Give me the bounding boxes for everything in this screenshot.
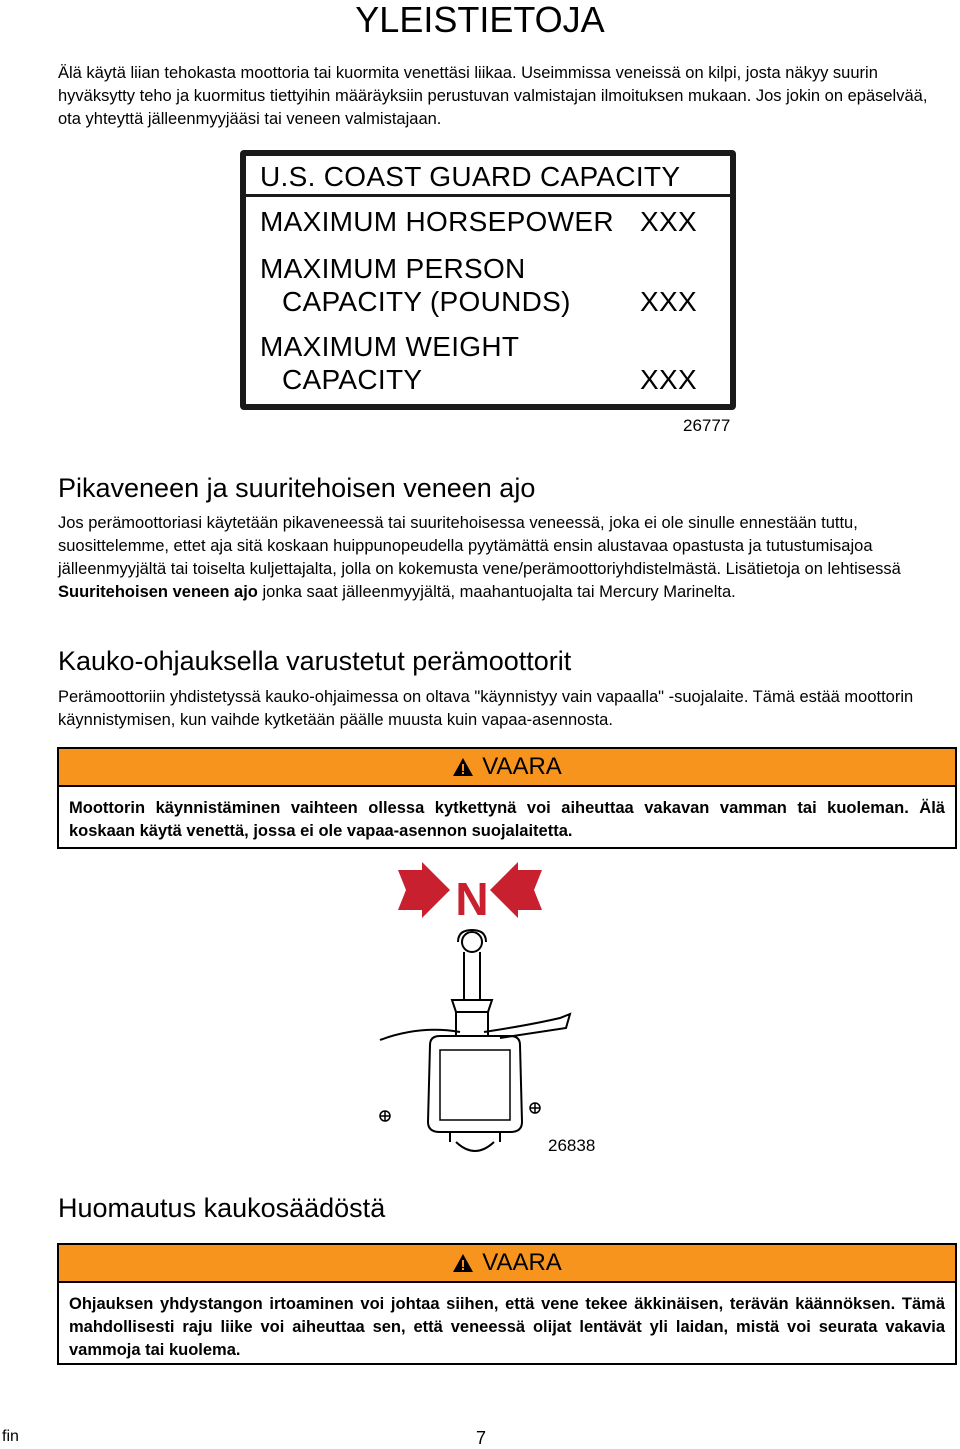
warning-label: VAARA xyxy=(482,1249,562,1276)
plate-person-label-2: CAPACITY (POUNDS) xyxy=(282,286,571,317)
speedboat-paragraph xyxy=(58,512,948,604)
footer-language: fin xyxy=(2,1428,19,1445)
neutral-letter: N xyxy=(455,873,489,925)
plate-weight-label-1: MAXIMUM WEIGHT xyxy=(260,331,520,362)
remote-control-paragraph: Perämoottoriin yhdistetyssä kauko-ohjaimessa on oltava "käynnistyy vain vapaalla" -suojalaite. Tämä estää moottorin käynnistymisen, kun vaihde kytketään päälle muusta kuin vapaa-asennosta. xyxy=(58,688,914,729)
plate-weight-value: XXX xyxy=(640,364,697,395)
warning-header xyxy=(59,749,955,787)
warning-text: Ohjauksen yhdystangon irtoaminen voi johtaa siihen, että vene tekee äkkinäisen, terävän käännöksen. Tämä mahdollisesti raju liike voi aiheuttaa sen, että veneessä olijat lentävät yli laidan, mistä voi seurata vakavia vammoja tai kuolema. xyxy=(69,1295,945,1359)
warning-text: Moottorin käynnistäminen vaihteen ollessa kytkettynä voi aiheuttaa vakavan vamman tai kuoleman. Älä koskaan käytä venettä, jossa ei ole vapaa-asennon suojalaitetta. xyxy=(69,799,945,840)
footer-page-number: 7 xyxy=(476,1428,487,1448)
section-heading-remote-control: Kauko-ohjauksella varustetut perämoottorit xyxy=(58,646,572,676)
warning-triangle-icon xyxy=(452,757,474,777)
warning-label: VAARA xyxy=(482,753,562,780)
arrow-left-icon xyxy=(490,862,542,918)
remote-control-illustration xyxy=(360,860,620,1160)
arrow-right-icon xyxy=(398,862,450,918)
warning-box-neutral xyxy=(57,747,957,849)
figure-id-remote: 26838 xyxy=(548,1136,596,1155)
plate-title: U.S. COAST GUARD CAPACITY xyxy=(260,161,681,192)
speedboat-text-b: jonka saat jälleenmyyjältä, maahantuojalta tai Mercury Marinelta. xyxy=(257,583,736,601)
plate-person-label-1: MAXIMUM PERSON xyxy=(260,253,526,284)
plate-hp-label: MAXIMUM HORSEPOWER xyxy=(260,206,614,237)
plate-hp-value: XXX xyxy=(640,206,697,237)
warning-box-steering xyxy=(57,1243,957,1365)
warning-triangle-icon xyxy=(452,1253,474,1273)
intro-paragraph: Älä käytä liian tehokasta moottoria tai kuormita venettäsi liikaa. Useimmissa veneissä on kilpi, josta näkyy suurin hyväksytty teho ja kuormitus tiettyihin määräyksiin perustuvan valmistajan ilmoituksen mukaan. Jos jokin on epäselvää, ota yhteyttä jälleenmyyjääsi tai veneen valmistajaan. xyxy=(58,64,928,128)
section-heading-speedboat: Pikaveneen ja suuritehoisen veneen ajo xyxy=(58,473,536,503)
plate-divider xyxy=(246,194,730,197)
page-title: YLEISTIETOJA xyxy=(355,0,605,40)
plate-weight-label-2: CAPACITY xyxy=(282,364,423,395)
screw-icon xyxy=(380,1103,540,1121)
plate-person-value: XXX xyxy=(640,286,697,317)
figure-id-plate: 26777 xyxy=(683,416,731,435)
warning-header xyxy=(59,1245,955,1283)
section-heading-remote-note: Huomautus kaukosäädöstä xyxy=(58,1193,386,1223)
speedboat-text-a: Jos perämoottoriasi käytetään pikaveneessä tai suuritehoisessa veneessä, joka ei ole sinulle ennestään tuttu, suosittelemme, ettet aja sitä koskaan huippunopeudella pyytämättä ensin alustavaa opastusta ja tutustumisajoa jälleenmyyjältä tai toiselta kuljettajalta, jolla on kokemusta vene/perämoottoriyhdistelmästä. Lisätietoja on lehtisessä xyxy=(58,514,901,578)
speedboat-leaflet-title: Suuritehoisen veneen ajo xyxy=(58,583,258,601)
